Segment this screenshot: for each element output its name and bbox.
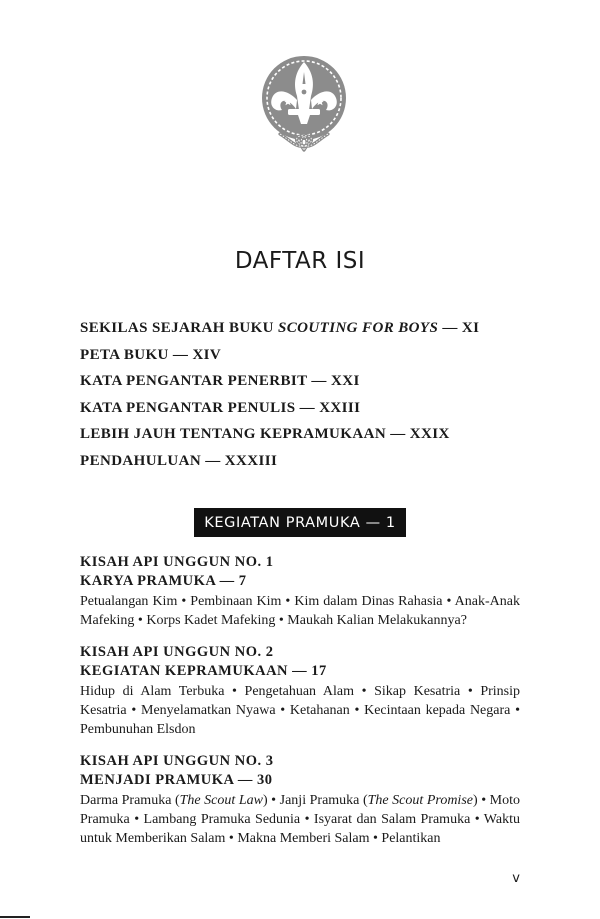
topic-text: Petualangan Kim • Pembinaan Kim • Kim dalam Dinas Rahasia • Anak-Anak Mafeking • Korps Kadet Mafeking • Maukah Kalian Melakukannya? (80, 594, 520, 628)
toc-entry-italic: SCOUTING FOR BOYS (278, 320, 439, 336)
chapter-entry (80, 643, 520, 739)
toc-entry-text: SEKILAS SEJARAH BUKU (80, 320, 279, 336)
chapter-heading: KARYA PRAMUKA — 7 (80, 573, 247, 589)
page-number: v (512, 871, 520, 886)
chapter-topics (80, 592, 520, 630)
toc-entry-text: KATA PENGANTAR PENULIS — XXIII (80, 399, 361, 416)
chapter-entry (80, 553, 520, 630)
chapter-list (80, 553, 520, 861)
campfire-story-label: KISAH API UNGGUN NO. 2 (80, 644, 274, 660)
toc-entry (80, 424, 520, 451)
topic-text: Hidup di Alam Terbuka • Pengetahuan Alam • Sikap Kesatria • Prinsip Kesatria • Menyelamatkan Nyawa • Ketahanan • Kecintaan kepada Negara • Pembunuhan Elsdon (80, 684, 520, 737)
part-banner: KEGIATAN PRAMUKA — 1 (194, 508, 406, 537)
toc-entry-text: LEBIH JAUH TENTANG KEPRAMUKAAN — XXIX (80, 426, 450, 443)
topic-italic-text: The Scout Law (179, 793, 263, 808)
toc-entry (80, 451, 520, 478)
toc-entry-text: PETA BUKU — XIV (80, 346, 222, 363)
topic-text: ) • Moto Pramuka • Lambang Pramuka Sedunia • Isyarat dan Salam Pramuka • Waktu untuk Memberikan Salam • Makna Memberi Salam • Pelantikan (80, 793, 520, 846)
topic-text: Darma Pramuka ( (80, 793, 180, 808)
toc-entry-text: KATA PENGANTAR PENERBIT — XXI (80, 373, 360, 390)
toc-entry (80, 371, 520, 398)
toc-entry-page: — XI (438, 320, 480, 336)
chapter-topics (80, 791, 520, 848)
topic-italic-text: The Scout Promise (367, 793, 473, 808)
page-title: DAFTAR ISI (234, 248, 366, 274)
chapter-heading: MENJADI PRAMUKA — 30 (80, 772, 273, 788)
campfire-story-label: KISAH API UNGGUN NO. 1 (80, 554, 274, 570)
scout-emblem-icon (258, 54, 350, 158)
toc-entry (80, 398, 520, 425)
toc-entry (80, 345, 520, 372)
table-of-contents (80, 318, 520, 478)
campfire-story-label: KISAH API UNGGUN NO. 3 (80, 753, 274, 769)
chapter-entry (80, 752, 520, 848)
chapter-topics (80, 682, 520, 739)
toc-entry (80, 318, 520, 345)
page-edge-mark (0, 916, 30, 918)
chapter-heading: KEGIATAN KEPRAMUKAAN — 17 (80, 663, 327, 679)
toc-entry-text: PENDAHULUAN — XXXIII (80, 452, 278, 469)
topic-text: ) • Janji Pramuka ( (262, 793, 368, 808)
